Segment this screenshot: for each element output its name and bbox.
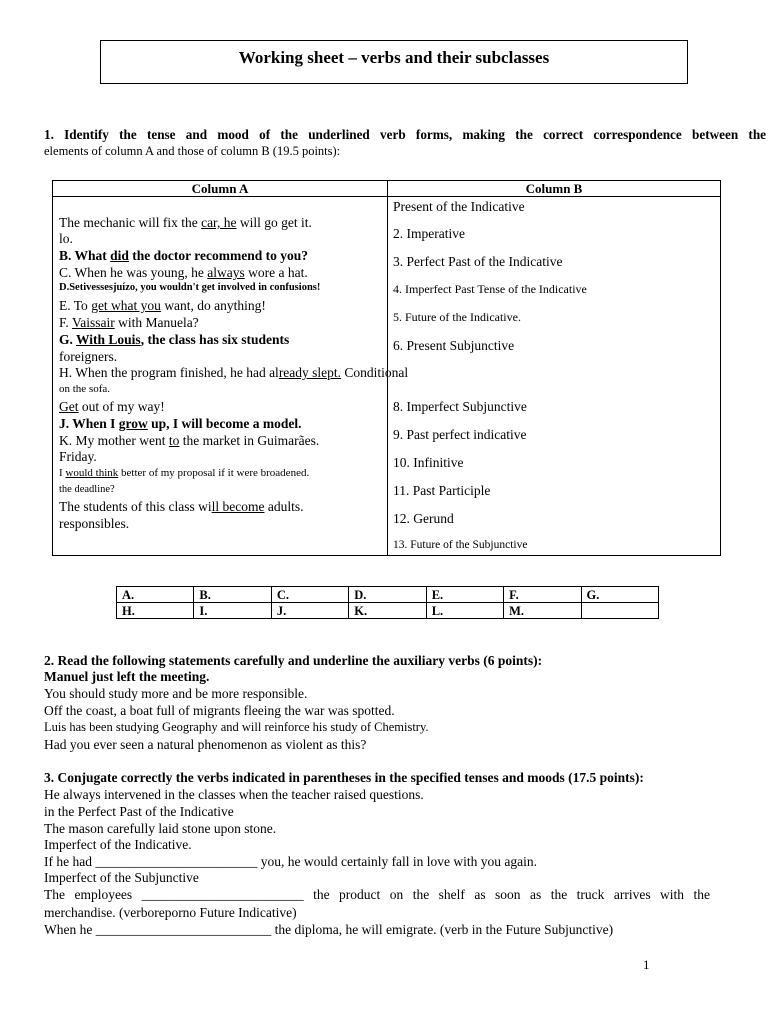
answer-cell[interactable]: B. bbox=[194, 587, 271, 603]
column-b-header: Column B bbox=[388, 181, 721, 197]
item-l: I would think better of my proposal if it were broadened. bbox=[59, 467, 310, 479]
answer-cell[interactable]: K. bbox=[349, 603, 426, 619]
option-8: 8. Imperfect Subjunctive bbox=[393, 399, 527, 414]
q3-line-7: The employees ________________________ the product on the shelf as soon as the truck arrives with the bbox=[44, 887, 710, 902]
option-12: 12. Gerund bbox=[393, 511, 454, 526]
item-k: K. My mother went to the market in Guimarães. bbox=[59, 433, 320, 448]
option-13: 13. Future of the Subjunctive bbox=[393, 539, 528, 551]
matching-table bbox=[52, 180, 721, 556]
answer-cell[interactable]: I. bbox=[194, 603, 271, 619]
question-1 bbox=[44, 127, 766, 159]
page-title: Working sheet – verbs and their subclasses bbox=[238, 48, 550, 67]
item-g: G. With Louis, the class has six students bbox=[59, 332, 290, 347]
q3-line-1: He always intervened in the classes when the teacher raised questions. bbox=[44, 787, 424, 802]
answer-cell[interactable]: C. bbox=[271, 587, 348, 603]
item-a: The mechanic will fix the car, he will go get it. bbox=[59, 215, 312, 230]
q2-line-1: Manuel just left the meeting. bbox=[44, 669, 210, 684]
q3-line-5: If he had ________________________ you, he would certainly fall in love with you again. bbox=[44, 854, 538, 869]
option-3: 3. Perfect Past of the Indicative bbox=[393, 254, 563, 269]
option-5: 5. Future of the Indicative. bbox=[393, 310, 521, 324]
item-f: F. Vaissair with Manuela? bbox=[59, 315, 199, 330]
item-b: B. What did the doctor recommend to you? bbox=[59, 248, 309, 263]
item-d: D.Setivessesjuízo, you wouldn't get involved in confusions! bbox=[59, 282, 321, 293]
item-m: The students of this class will become adults. bbox=[59, 499, 304, 514]
answer-cell[interactable]: L. bbox=[426, 603, 503, 619]
answer-cell[interactable]: H. bbox=[117, 603, 194, 619]
question-1-subheading: elements of column A and those of column B (19.5 points): bbox=[44, 144, 341, 158]
item-h: H. When the program finished, he had already slept. Conditional bbox=[59, 365, 409, 380]
q2-line-2: You should study more and be more responsible. bbox=[44, 686, 308, 701]
title-box bbox=[100, 40, 688, 84]
answer-cell[interactable]: A. bbox=[117, 587, 194, 603]
column-a-cell bbox=[53, 197, 409, 556]
q2-line-4: Luis has been studying Geography and will reinforce his study of Chemistry. bbox=[44, 720, 429, 734]
q3-line-3: The mason carefully laid stone upon stone. bbox=[44, 821, 277, 836]
option-4: 4. Imperfect Past Tense of the Indicative bbox=[393, 282, 587, 296]
option-11: 11. Past Participle bbox=[393, 483, 491, 498]
q3-line-8: merchandise. (verboreporno Future Indicative) bbox=[44, 905, 297, 920]
option-6: 6. Present Subjunctive bbox=[393, 338, 515, 353]
answer-cell[interactable]: M. bbox=[504, 603, 581, 619]
question-1-heading: 1. Identify the tense and mood of the underlined verb forms, making the correct correspondence between the bbox=[44, 127, 766, 142]
item-g-cont: foreigners. bbox=[59, 349, 118, 364]
q3-line-9: When he __________________________ the diploma, he will emigrate. (verb in the Future Subjunctive) bbox=[44, 922, 614, 937]
q2-line-3: Off the coast, a boat full of migrants fleeing the war was spotted. bbox=[44, 703, 395, 718]
answer-cell[interactable]: E. bbox=[426, 587, 503, 603]
item-m-cont: responsibles. bbox=[59, 516, 130, 531]
item-j: J. When I grow up, I will become a model. bbox=[59, 416, 302, 431]
item-c: C. When he was young, he always wore a hat. bbox=[59, 265, 308, 280]
answer-cell[interactable]: J. bbox=[271, 603, 348, 619]
q3-line-4: Imperfect of the Indicative. bbox=[44, 837, 192, 852]
q2-line-5: Had you ever seen a natural phenomenon as violent as this? bbox=[44, 737, 367, 752]
question-3-heading: 3. Conjugate correctly the verbs indicated in parentheses in the specified tenses and moods (17.5 points): bbox=[44, 770, 644, 785]
question-2-heading: 2. Read the following statements carefully and underline the auxiliary verbs (6 points): bbox=[44, 653, 543, 668]
answer-grid bbox=[116, 586, 659, 619]
item-a-cont: lo. bbox=[59, 231, 73, 246]
option-10: 10. Infinitive bbox=[393, 455, 464, 470]
answer-cell[interactable]: D. bbox=[349, 587, 426, 603]
q3-line-2: in the Perfect Past of the Indicative bbox=[44, 804, 234, 819]
option-9: 9. Past perfect indicative bbox=[393, 427, 527, 442]
column-b-cell bbox=[388, 197, 721, 556]
column-a-header: Column A bbox=[53, 181, 388, 197]
page-number: 1 bbox=[643, 957, 650, 972]
answer-cell[interactable] bbox=[581, 603, 658, 619]
item-h-cont: on the sofa. bbox=[59, 383, 111, 395]
option-1: Present of the Indicative bbox=[393, 199, 525, 214]
option-2: 2. Imperative bbox=[393, 226, 465, 241]
item-l-cont: the deadline? bbox=[59, 484, 115, 495]
item-k-cont: Friday. bbox=[59, 449, 97, 464]
q3-line-6: Imperfect of the Subjunctive bbox=[44, 870, 199, 885]
answer-cell[interactable]: F. bbox=[504, 587, 581, 603]
item-i: Get out of my way! bbox=[59, 399, 165, 414]
item-e: E. To get what you want, do anything! bbox=[59, 298, 266, 313]
answer-cell[interactable]: G. bbox=[581, 587, 658, 603]
